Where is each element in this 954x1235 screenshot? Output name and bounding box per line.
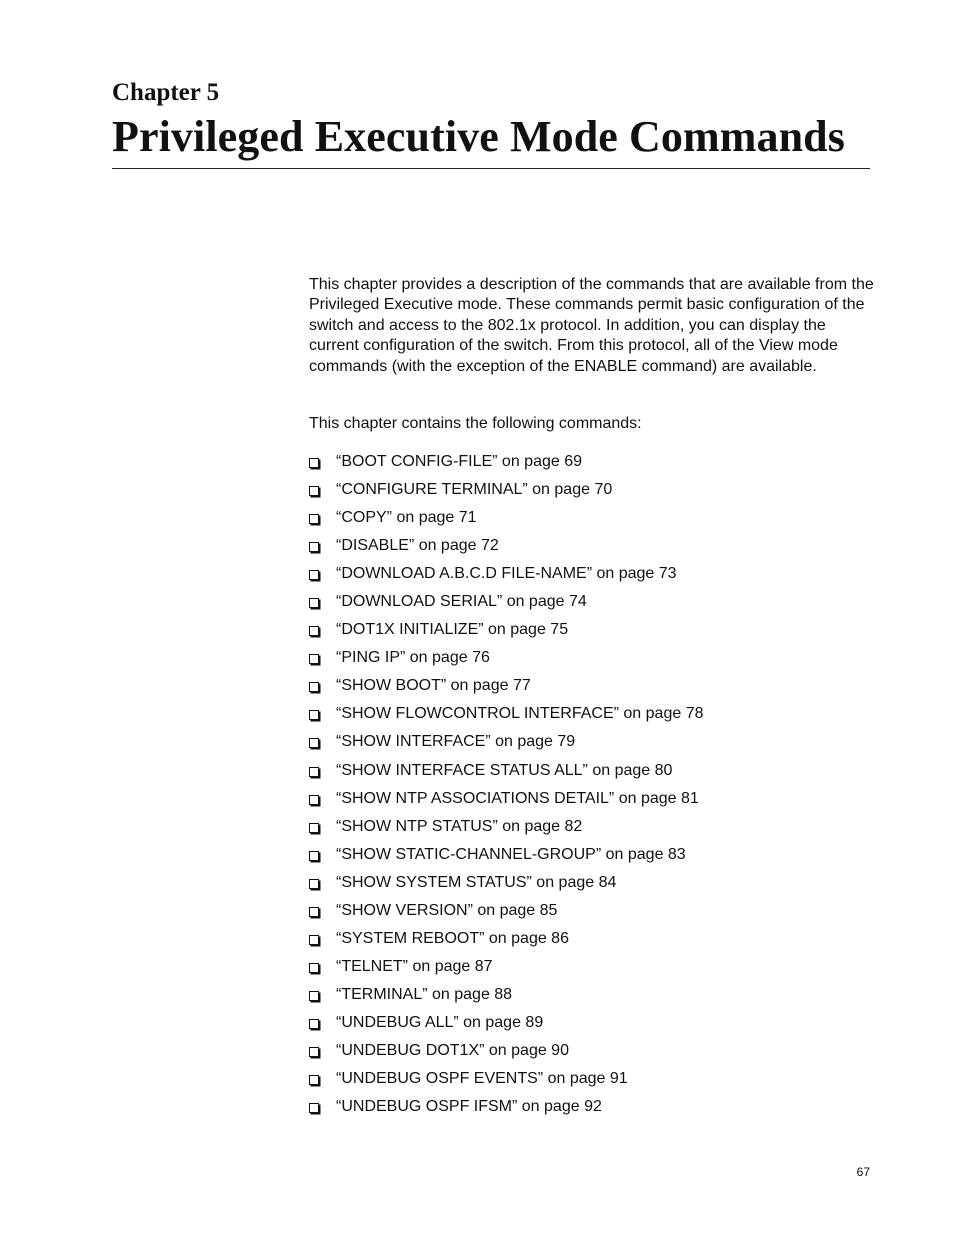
checkbox-bullet-icon bbox=[309, 907, 319, 917]
checkbox-bullet-icon bbox=[309, 682, 319, 692]
checkbox-bullet-icon bbox=[309, 767, 319, 777]
command-link[interactable]: “DISABLE” on page 72 bbox=[336, 537, 499, 555]
command-link[interactable]: “UNDEBUG OSPF EVENTS” on page 91 bbox=[336, 1070, 628, 1088]
command-list-item[interactable] bbox=[309, 452, 703, 480]
command-link[interactable]: “SHOW INTERFACE STATUS ALL” on page 80 bbox=[336, 761, 673, 779]
command-link[interactable]: “COPY” on page 71 bbox=[336, 509, 477, 527]
command-list-item[interactable] bbox=[309, 901, 703, 929]
checkbox-bullet-icon bbox=[309, 542, 319, 552]
command-link[interactable]: “SHOW NTP ASSOCIATIONS DETAIL” on page 81 bbox=[336, 789, 699, 807]
chapter-label: Chapter 5 bbox=[112, 79, 220, 106]
intro-paragraph: This chapter provides a description of the commands that are available from the Privileged Executive mode. These commands permit basic configuration of the switch and access to the 802.1x protocol. In addition, you can display the current configuration of the switch. From this protocol, all of the View mode commands (with the exception of the ENABLE command) are available. bbox=[309, 276, 874, 375]
checkbox-bullet-icon bbox=[309, 570, 319, 580]
command-link[interactable]: “UNDEBUG ALL” on page 89 bbox=[336, 1013, 544, 1031]
checkbox-bullet-icon bbox=[309, 626, 319, 636]
command-link[interactable]: “TERMINAL” on page 88 bbox=[336, 985, 513, 1003]
command-link[interactable]: “TELNET” on page 87 bbox=[336, 957, 493, 975]
command-list-item[interactable] bbox=[309, 592, 703, 620]
command-list-item[interactable] bbox=[309, 536, 703, 564]
command-link[interactable]: “PING IP” on page 76 bbox=[336, 649, 490, 667]
checkbox-bullet-icon bbox=[309, 823, 319, 833]
checkbox-bullet-icon bbox=[309, 935, 319, 945]
checkbox-bullet-icon bbox=[309, 991, 319, 1001]
command-link[interactable]: “DOWNLOAD A.B.C.D FILE-NAME” on page 73 bbox=[336, 565, 677, 583]
checkbox-bullet-icon bbox=[309, 963, 319, 973]
command-link[interactable]: “SHOW STATIC-CHANNEL-GROUP” on page 83 bbox=[336, 845, 686, 863]
command-link[interactable]: “UNDEBUG OSPF IFSM” on page 92 bbox=[336, 1098, 602, 1116]
command-link[interactable]: “SHOW INTERFACE” on page 79 bbox=[336, 733, 576, 751]
checkbox-bullet-icon bbox=[309, 1019, 319, 1029]
command-link[interactable]: “UNDEBUG DOT1X” on page 90 bbox=[336, 1041, 569, 1059]
checkbox-bullet-icon bbox=[309, 879, 319, 889]
command-list-item[interactable] bbox=[309, 789, 703, 817]
checkbox-bullet-icon bbox=[309, 458, 319, 468]
command-list-item[interactable] bbox=[309, 1041, 703, 1069]
command-link[interactable]: “SYSTEM REBOOT” on page 86 bbox=[336, 929, 569, 947]
command-list-item[interactable] bbox=[309, 676, 703, 704]
command-list-item[interactable] bbox=[309, 873, 703, 901]
checkbox-bullet-icon bbox=[309, 486, 319, 496]
command-list-item[interactable] bbox=[309, 1097, 703, 1125]
command-list-item[interactable] bbox=[309, 1013, 703, 1041]
command-list-item[interactable] bbox=[309, 985, 703, 1013]
command-list-item[interactable] bbox=[309, 929, 703, 957]
command-link[interactable]: “BOOT CONFIG-FILE” on page 69 bbox=[336, 453, 583, 470]
command-list-item[interactable] bbox=[309, 732, 703, 760]
command-list-item[interactable] bbox=[309, 620, 703, 648]
command-link[interactable]: “SHOW FLOWCONTROL INTERFACE” on page 78 bbox=[336, 705, 704, 723]
command-list-item[interactable] bbox=[309, 704, 703, 732]
checkbox-bullet-icon bbox=[309, 851, 319, 861]
checkbox-bullet-icon bbox=[309, 514, 319, 524]
command-list-item[interactable] bbox=[309, 648, 703, 676]
command-list-item[interactable] bbox=[309, 480, 703, 508]
list-lead: This chapter contains the following commands: bbox=[309, 415, 642, 432]
checkbox-bullet-icon bbox=[309, 1047, 319, 1057]
command-list-item[interactable] bbox=[309, 957, 703, 985]
command-list-item[interactable] bbox=[309, 817, 703, 845]
command-link[interactable]: “CONFIGURE TERMINAL” on page 70 bbox=[336, 481, 613, 499]
command-list-item[interactable] bbox=[309, 761, 703, 789]
chapter-title: Privileged Executive Mode Commands bbox=[112, 112, 845, 161]
command-link[interactable]: “SHOW BOOT” on page 77 bbox=[336, 677, 531, 695]
checkbox-bullet-icon bbox=[309, 1103, 319, 1113]
checkbox-bullet-icon bbox=[309, 1075, 319, 1085]
command-list bbox=[309, 452, 703, 1125]
command-link[interactable]: “SHOW VERSION” on page 85 bbox=[336, 901, 558, 919]
page-number: 67 bbox=[856, 1165, 870, 1179]
checkbox-bullet-icon bbox=[309, 795, 319, 805]
checkbox-bullet-icon bbox=[309, 654, 319, 664]
command-list-item[interactable] bbox=[309, 564, 703, 592]
command-list-item[interactable] bbox=[309, 1069, 703, 1097]
command-link[interactable]: “DOT1X INITIALIZE” on page 75 bbox=[336, 621, 569, 639]
checkbox-bullet-icon bbox=[309, 738, 319, 748]
title-divider bbox=[112, 168, 870, 169]
checkbox-bullet-icon bbox=[309, 710, 319, 720]
command-link[interactable]: “SHOW SYSTEM STATUS” on page 84 bbox=[336, 873, 617, 891]
command-list-item[interactable] bbox=[309, 845, 703, 873]
checkbox-bullet-icon bbox=[309, 598, 319, 608]
command-list-item[interactable] bbox=[309, 508, 703, 536]
command-link[interactable]: “SHOW NTP STATUS” on page 82 bbox=[336, 817, 583, 835]
command-link[interactable]: “DOWNLOAD SERIAL” on page 74 bbox=[336, 593, 587, 611]
